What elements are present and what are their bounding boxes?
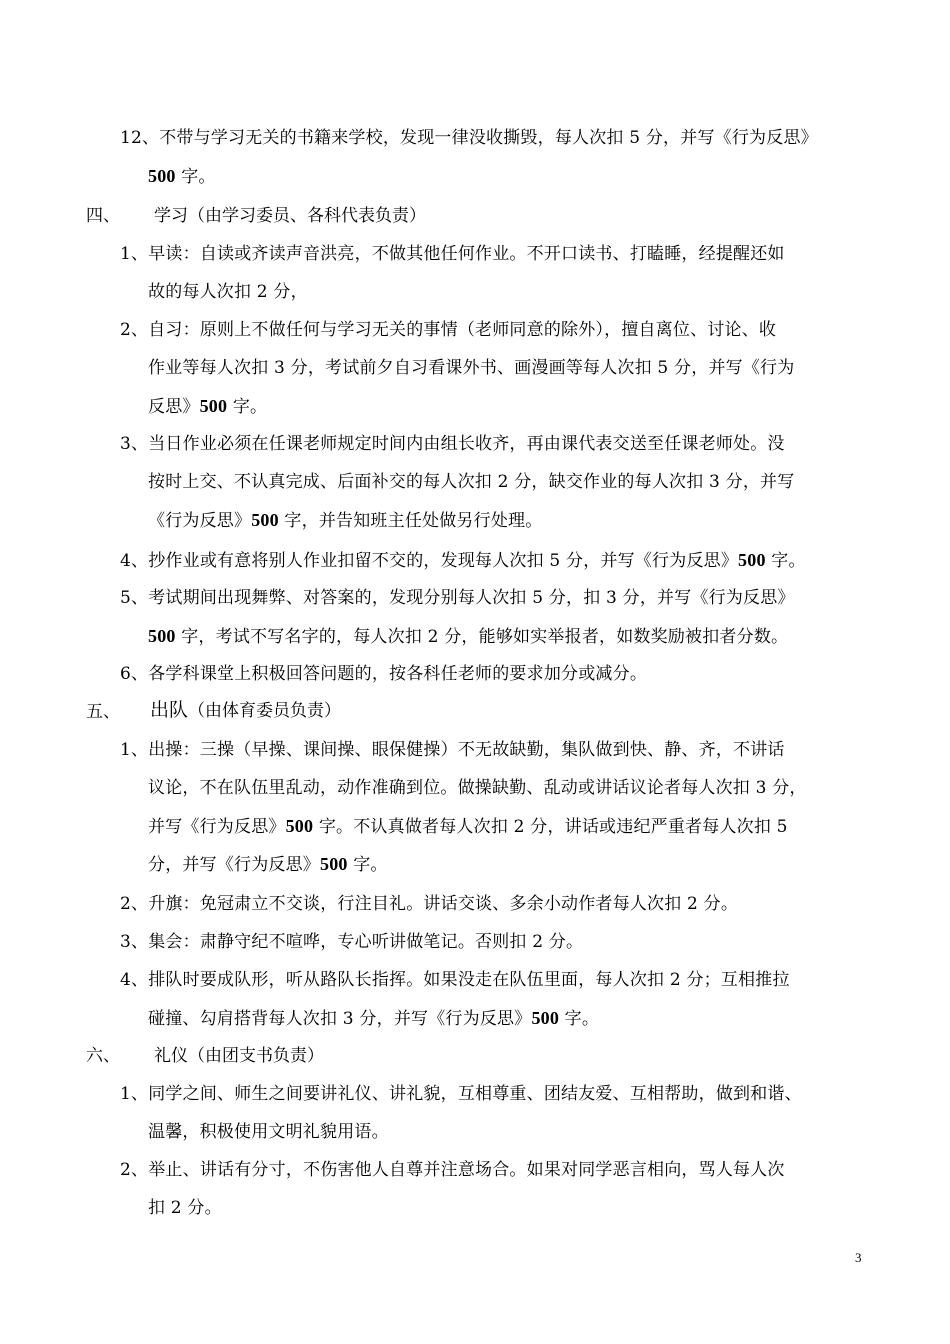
- drill-rule-1-line-2: 议论，不在队伍里乱动，动作准确到位。做操缺勤、乱动或讲话议论者每人次扣 3 分，: [148, 778, 807, 798]
- study-rule-2-line-3: 反思》500 字。: [148, 396, 268, 417]
- etiquette-rule-1-line-1: 1、同学之间、师生之间要讲礼仪、讲礼貌，互相尊重、团结友爱、互相帮助，做到和谐、: [120, 1084, 802, 1104]
- study-rule-5-line-1: 5、考试期间出现舞弊、对答案的，发现分别每人次扣 5 分，扣 3 分，并写《行为反思》: [120, 588, 795, 608]
- study-rule-6-line-1: 6、各学科课堂上积极回答问题的，按各科任老师的要求加分或减分。: [120, 664, 648, 684]
- section-5-number: 五、: [86, 702, 120, 722]
- section-4-number: 四、: [86, 206, 120, 226]
- rule-12-line-1: 12、不带与学习无关的书籍来学校，发现一律没收撕毁，每人次扣 5 分，并写《行为反思》: [120, 128, 818, 148]
- section-6-title: 礼仪（由团支书负责）: [154, 1046, 324, 1066]
- study-rule-2-line-1: 2、自习：原则上不做任何与学习无关的事情（老师同意的除外），擅自离位、讨论、收: [120, 320, 777, 340]
- section-4-title: 学习（由学习委员、各科代表负责）: [154, 206, 426, 226]
- drill-rule-4-line-1: 4、排队时要成队形，听从路队长指挥。如果没走在队伍里面，每人次扣 2 分；互相推拉: [120, 970, 790, 990]
- study-rule-4-line-1: 4、抄作业或有意将别人作业扣留不交的，发现每人次扣 5 分，并写《行为反思》500 字。: [120, 550, 806, 571]
- word-count: 500: [199, 396, 228, 416]
- study-rule-1-line-2: 故的每人次扣 2 分，: [148, 282, 308, 302]
- drill-rule-1-line-4: 分，并写《行为反思》500 字。: [148, 854, 388, 875]
- drill-rule-2-line-1: 2、升旗：免冠肃立不交谈，行注目礼。讲话交谈、多余小动作者每人次扣 2 分。: [120, 894, 739, 914]
- etiquette-rule-2-line-1: 2、举止、讲话有分寸，不伤害他人自尊并注意场合。如果对同学恶言相向，骂人每人次: [120, 1160, 785, 1180]
- word-count: 500: [148, 166, 176, 186]
- study-rule-3-line-3: 《行为反思》500 字，并告知班主任处做另行处理。: [148, 510, 543, 531]
- section-5-title: 出队（由体育委员负责）: [150, 699, 342, 721]
- drill-rule-1-line-3: 并写《行为反思》500 字。不认真做者每人次扣 2 分，讲话或违纪严重者每人次扣 5: [148, 816, 788, 837]
- study-rule-3-line-2: 按时上交、不认真完成、后面补交的每人次扣 2 分，缺交作业的每人次扣 3 分，并写: [148, 472, 795, 492]
- word-count: 500: [320, 854, 348, 874]
- page-number: 3: [855, 1250, 862, 1265]
- etiquette-rule-2-line-2: 扣 2 分。: [148, 1198, 222, 1218]
- word-count: 500: [251, 510, 279, 530]
- word-count: 500: [148, 626, 176, 646]
- rule-12-line-2: 500 字。: [148, 166, 216, 187]
- drill-rule-4-line-2: 碰撞、勾肩搭背每人次扣 3 分，并写《行为反思》500 字。: [148, 1008, 600, 1029]
- etiquette-rule-1-line-2: 温馨，积极使用文明礼貌用语。: [148, 1122, 389, 1142]
- section-6-number: 六、: [86, 1046, 120, 1066]
- word-count: 500: [738, 550, 766, 570]
- study-rule-5-line-2: 500 字，考试不写名字的，每人次扣 2 分，能够如实举报者，如数奖励被扣者分数。: [148, 626, 789, 647]
- drill-rule-1-line-1: 1、出操：三操（早操、课间操、眼保健操）不无故缺勤，集队做到快、静、齐，不讲话: [120, 740, 785, 760]
- drill-rule-3-line-1: 3、集会：肃静守纪不喧哗，专心听讲做笔记。否则扣 2 分。: [120, 932, 584, 952]
- word-count: 500: [285, 816, 314, 836]
- study-rule-1-line-1: 1、早读：自读或齐读声音洪亮，不做其他任何作业。不开口读书、打瞌睡，经提醒还如: [120, 244, 785, 264]
- word-count: 500: [531, 1008, 560, 1028]
- study-rule-2-line-2: 作业等每人次扣 3 分，考试前夕自习看课外书、画漫画等每人次扣 5 分，并写《行为: [148, 358, 795, 378]
- study-rule-3-line-1: 3、当日作业必须在任课老师规定时间内由组长收齐，再由课代表交送至任课老师处。没: [120, 434, 785, 454]
